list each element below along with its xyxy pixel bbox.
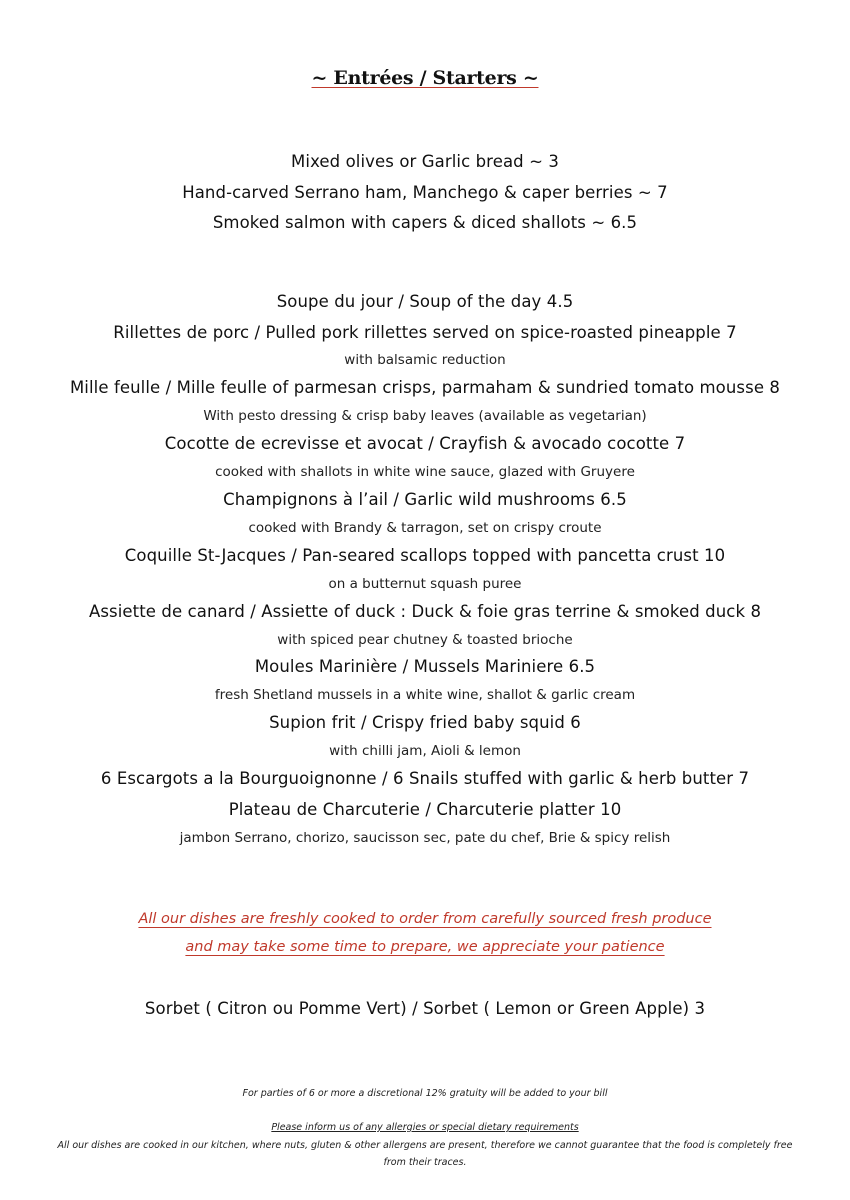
starter-serrano-ham: Hand-carved Serrano ham, Manchego & caper berries ~ 7 <box>182 183 668 202</box>
allergy-heading: Please inform us of any allergies or special dietary requirements <box>271 1122 579 1133</box>
dish-mille-feulle-desc: With pesto dressing & crisp baby leaves (available as vegetarian) <box>203 408 647 424</box>
dish-champignons-name: Champignons à l’ail / Garlic wild mushrooms 6.5 <box>223 490 627 509</box>
gratuity-note: For parties of 6 or more a discretional 12% gratuity will be added to your bill <box>242 1088 608 1099</box>
dish-soup-name: Soupe du jour / Soup of the day 4.5 <box>276 292 574 311</box>
dish-escargots-name: 6 Escargots a la Bourguoignonne / 6 Snails stuffed with garlic & herb butter 7 <box>100 769 750 788</box>
allergy-text-line-2: from their traces. <box>383 1157 467 1168</box>
dish-charcuterie-name: Plateau de Charcuterie / Charcuterie platter 10 <box>228 800 622 819</box>
dish-supion-desc: with chilli jam, Aioli & lemon <box>329 743 521 759</box>
dish-moules-name: Moules Marinière / Mussels Mariniere 6.5 <box>254 657 596 676</box>
dish-rillettes-desc: with balsamic reduction <box>344 352 506 368</box>
dish-charcuterie-desc: jambon Serrano, chorizo, saucisson sec, pate du chef, Brie & spicy relish <box>179 830 671 846</box>
dish-cocotte-name: Cocotte de ecrevisse et avocat / Crayfish & avocado cocotte 7 <box>164 434 686 453</box>
fresh-produce-notice-line-1: All our dishes are freshly cooked to order from carefully sourced fresh produce <box>138 911 712 927</box>
menu-title: ~ Entrées / Starters ~ <box>311 67 539 89</box>
dish-coquille-name: Coquille St-Jacques / Pan-seared scallops topped with pancetta crust 10 <box>124 546 726 565</box>
dish-champignons-desc: cooked with Brandy & tarragon, set on crispy croute <box>248 520 602 536</box>
starter-olives-bread: Mixed olives or Garlic bread ~ 3 <box>291 152 559 171</box>
dish-canard-name: Assiette de canard / Assiette of duck : Duck & foie gras terrine & smoked duck 8 <box>88 602 762 621</box>
dish-canard-desc: with spiced pear chutney & toasted brioche <box>277 632 573 648</box>
fresh-produce-notice-line-2: and may take some time to prepare, we appreciate your patience <box>185 939 665 955</box>
dish-coquille-desc: on a butternut squash puree <box>328 576 522 592</box>
dish-mille-feulle-name: Mille feulle / Mille feulle of parmesan crisps, parmaham & sundried tomato mousse 8 <box>69 378 781 397</box>
dish-moules-desc: fresh Shetland mussels in a white wine, shallot & garlic cream <box>214 687 636 703</box>
dish-supion-name: Supion frit / Crispy fried baby squid 6 <box>269 713 581 732</box>
allergy-text-line-1: All our dishes are cooked in our kitchen, where nuts, gluten & other allergens are present, therefore we cannot guarantee that the food is completely free <box>57 1140 793 1151</box>
dish-cocotte-desc: cooked with shallots in white wine sauce, glazed with Gruyere <box>215 464 635 480</box>
sorbet-item: Sorbet ( Citron ou Pomme Vert) / Sorbet ( Lemon or Green Apple) 3 <box>144 999 706 1018</box>
dish-rillettes-name: Rillettes de porc / Pulled pork rillettes served on spice-roasted pineapple 7 <box>113 323 737 342</box>
starter-smoked-salmon: Smoked salmon with capers & diced shallots ~ 6.5 <box>212 213 638 232</box>
